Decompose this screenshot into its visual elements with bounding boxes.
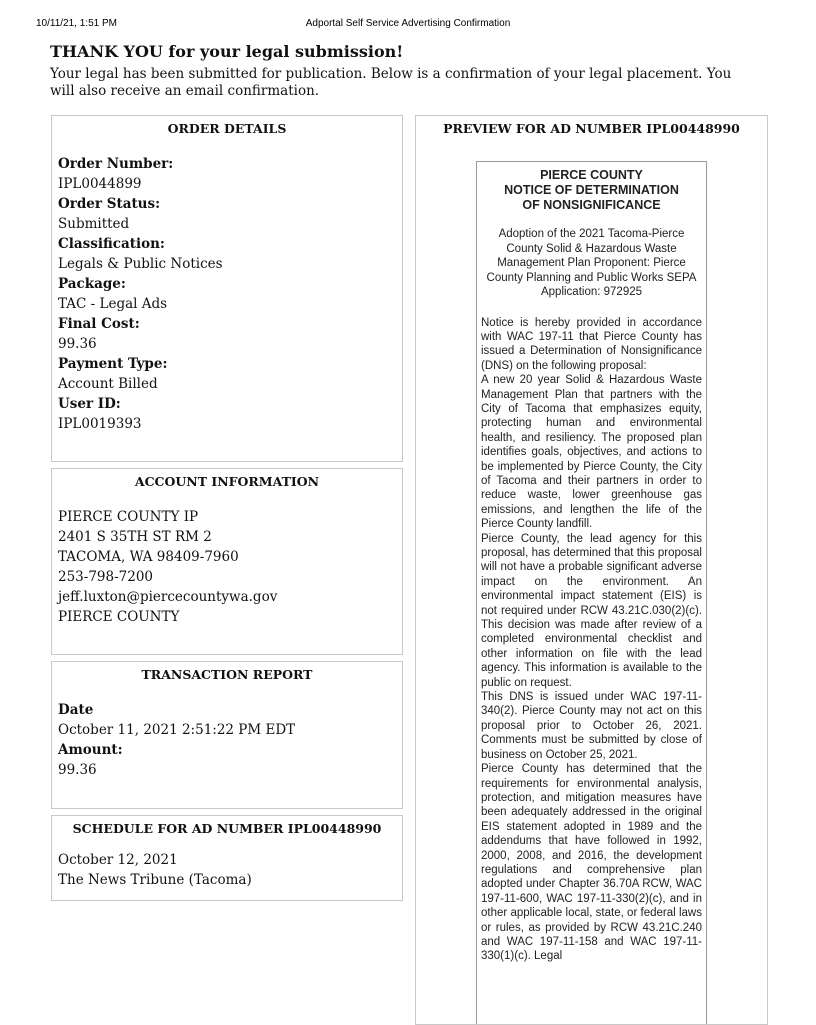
notice-heading-line1: PIERCE COUNTY xyxy=(540,168,643,182)
account-name: PIERCE COUNTY IP xyxy=(58,509,199,525)
transaction-amount-value: 99.36 xyxy=(58,762,97,778)
order-details-title: ORDER DETAILS xyxy=(167,121,287,136)
account-email: jeff.luxton@piercecountywa.gov xyxy=(58,589,278,605)
final-cost-label: Final Cost: xyxy=(58,316,140,332)
account-information-panel xyxy=(51,468,403,655)
schedule-panel xyxy=(51,815,403,901)
schedule-body xyxy=(52,836,402,890)
notice-paragraph: A new 20 year Solid & Hazardous Waste Management Plan that partners with the City of Tacoma that emphasizes equity, protecting human and environmental health, and resiliency. The proposed plan identifies goals, objectives, and actions to be implemented by Pierce County, the City of Tacoma and their partners in order to reduce waste, lower greenhouse gas emissions, and lengthen the life of the Pierce County landfill. xyxy=(481,374,702,531)
notice-paragraph: Pierce County has determined that the requirements for environmental analysis, protection, and mitigation measures have been adequately addressed in the original EIS statement adopted in 1989 and the addendums that have followed in 1992, 2000, 2008, and 2016, the development regulations and comprehensive plan adopted under Chapter 36.70A RCW, WAC 197-11-600, WAC 197-11-330(2)(c), and in other applicable local, state, or federal laws or rules, as provided by RCW 43.21C.240 and WAC 197-11-158 and WAC 197-11-330(1)(c). Legal xyxy=(481,763,702,963)
account-information-body xyxy=(52,489,402,627)
notice-subheading: Adoption of the 2021 Tacoma-Pierce County Solid & Hazardous Waste Management Plan Proponent: Pierce County Planning and Public Works SEPA Application: 972925 xyxy=(486,228,697,298)
account-address-line1: 2401 S 35TH ST RM 2 xyxy=(58,529,212,545)
transaction-report-title: TRANSACTION REPORT xyxy=(141,667,313,682)
classification-label: Classification: xyxy=(58,236,165,252)
package-value: TAC - Legal Ads xyxy=(58,296,168,312)
notice-body xyxy=(481,316,702,964)
legal-notice-preview xyxy=(476,161,707,1025)
page-heading: THANK YOU for your legal submission! xyxy=(50,42,404,61)
notice-paragraph: Pierce County, the lead agency for this proposal, has determined that this proposal will not have a probable significant adverse impact on the environment. An environmental impact statement (EIS) is not required under RCW 43.21C.030(2)(c). This decision was made after review of a completed environmental checklist and other information on file with the lead agency. This information is available to the public on request. xyxy=(481,532,702,689)
order-details-panel xyxy=(51,115,403,462)
transaction-date-label: Date xyxy=(58,702,94,718)
package-label: Package: xyxy=(58,276,126,292)
print-datetime: 10/11/21, 1:51 PM xyxy=(36,18,117,29)
account-information-title: ACCOUNT INFORMATION xyxy=(134,474,320,489)
schedule-title: SCHEDULE FOR AD NUMBER IPL00448990 xyxy=(72,821,382,836)
order-number-label: Order Number: xyxy=(58,156,174,172)
print-header xyxy=(0,18,816,32)
transaction-report-panel xyxy=(51,661,403,809)
order-status-label: Order Status: xyxy=(58,196,161,212)
account-organization: PIERCE COUNTY xyxy=(58,609,180,625)
preview-title: PREVIEW FOR AD NUMBER IPL00448990 xyxy=(443,121,740,136)
transaction-report-body xyxy=(52,682,402,780)
payment-type-label: Payment Type: xyxy=(58,356,168,372)
print-title: Adportal Self Service Advertising Confirmation xyxy=(305,18,511,29)
notice-heading-line3: OF NONSIGNIFICANCE xyxy=(522,198,661,212)
account-address-line2: TACOMA, WA 98409-7960 xyxy=(58,549,239,565)
order-details-body xyxy=(52,136,402,434)
order-number-value: IPL0044899 xyxy=(58,176,142,192)
payment-type-value: Account Billed xyxy=(58,376,158,392)
transaction-amount-label: Amount: xyxy=(58,742,123,758)
final-cost-value: 99.36 xyxy=(58,336,97,352)
intro-text: Your legal has been submitted for publication. Below is a confirmation of your legal placement. You will also receive an email confirmation. xyxy=(50,66,732,99)
notice-paragraph: Notice is hereby provided in accordance with WAC 197-11 that Pierce County has issued a Determination of Nonsignificance (DNS) on the following proposal: xyxy=(481,316,702,372)
schedule-publication: The News Tribune (Tacoma) xyxy=(58,872,252,888)
schedule-date: October 12, 2021 xyxy=(58,852,178,868)
notice-heading-line2: NOTICE OF DETERMINATION xyxy=(504,183,679,197)
user-id-value: IPL0019393 xyxy=(58,416,142,432)
classification-value: Legals & Public Notices xyxy=(58,256,223,272)
notice-paragraph: This DNS is issued under WAC 197-11-340(2). Pierce County may not act on this proposal prior to October 26, 2021. Comments must be submitted by close of business on October 25, 2021. xyxy=(481,691,702,761)
user-id-label: User ID: xyxy=(58,396,121,412)
notice-heading xyxy=(481,168,702,213)
transaction-date-value: October 11, 2021 2:51:22 PM EDT xyxy=(58,722,296,738)
order-status-value: Submitted xyxy=(58,216,130,232)
account-phone: 253-798-7200 xyxy=(58,569,154,585)
preview-panel xyxy=(415,115,768,1025)
